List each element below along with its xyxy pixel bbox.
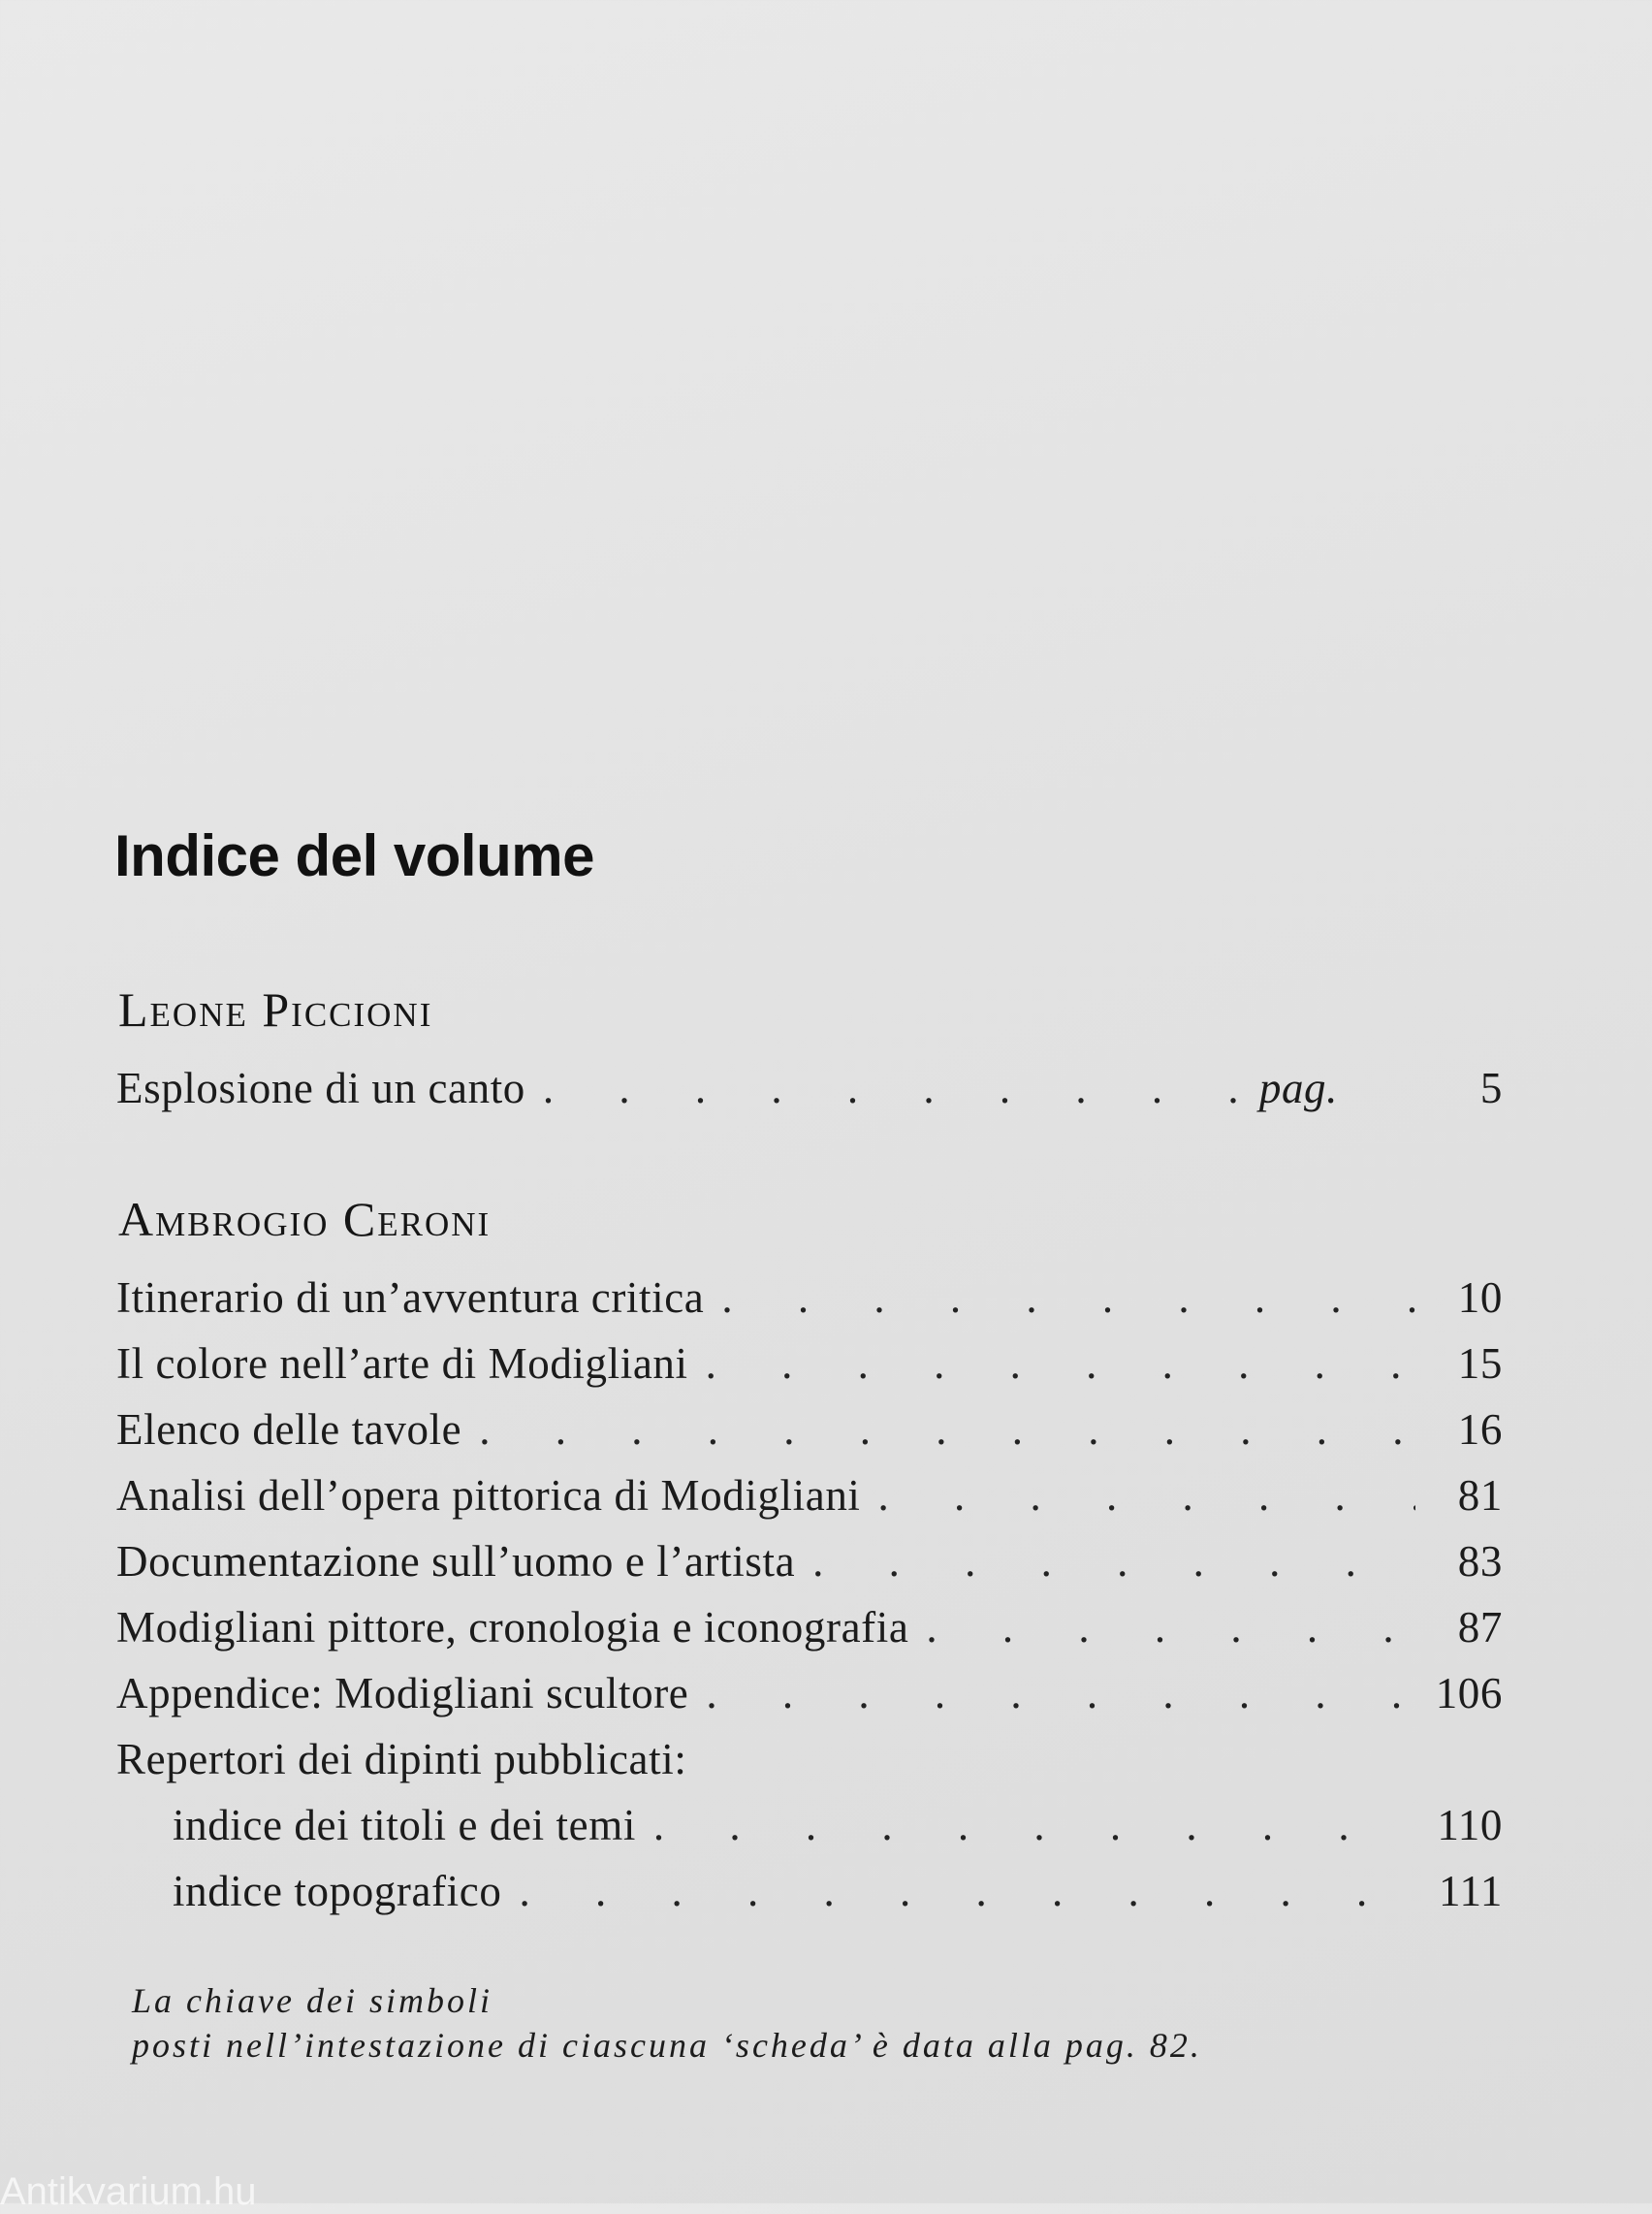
toc-entry-page: 10	[1457, 1273, 1503, 1322]
toc-entry-label: Modigliani pittore, cronologia e iconografia	[116, 1603, 909, 1652]
toc-subentry	[173, 1866, 1503, 1924]
toc-entry	[116, 1404, 1503, 1462]
toc-entry	[116, 1272, 1503, 1331]
toc-entry-label: indice topografico	[173, 1867, 502, 1915]
toc-entry-label: Appendice: Modigliani scultore	[116, 1669, 689, 1717]
dot-leader	[706, 1668, 1415, 1718]
toc-entry-page: 87	[1457, 1603, 1503, 1652]
toc-entry	[116, 1063, 1503, 1121]
toc-entry-group	[116, 1734, 1503, 1792]
toc-entry-label: Analisi dell’opera pittorica di Modigliani	[116, 1471, 861, 1520]
note-line: posti nell’intestazione di ciascuna ‘scheda’ è data alla pag. 82.	[132, 2026, 1202, 2065]
toc-entry	[116, 1668, 1503, 1726]
toc-subentry	[173, 1800, 1503, 1858]
toc-entry-page: 5	[1479, 1064, 1503, 1112]
toc-entry-page: 106	[1435, 1669, 1503, 1717]
symbols-note	[132, 1978, 1202, 2068]
dot-leader	[721, 1272, 1415, 1323]
dot-leader	[878, 1470, 1415, 1521]
dot-leader	[653, 1800, 1415, 1850]
toc-entry-page: 15	[1457, 1339, 1503, 1388]
dot-leader	[479, 1404, 1415, 1455]
toc-entry-label: Itinerario di un’avventura critica	[116, 1273, 705, 1322]
toc-entry-page: 111	[1439, 1867, 1503, 1915]
toc-entry-label: Il colore nell’arte di Modigliani	[116, 1339, 688, 1388]
dot-leader	[926, 1602, 1415, 1652]
toc-entry	[116, 1602, 1503, 1660]
toc-entry-page: 16	[1457, 1405, 1503, 1454]
toc-entry-label: Documentazione sull’uomo e l’artista	[116, 1537, 796, 1586]
toc-entry-label: Esplosione di un canto	[116, 1064, 525, 1112]
toc-entry-page: 110	[1437, 1801, 1503, 1849]
toc-entry-label: indice dei titoli e dei temi	[173, 1801, 636, 1849]
toc-entry	[116, 1470, 1503, 1528]
toc-entry	[116, 1536, 1503, 1594]
toc-entry-page: 81	[1457, 1471, 1503, 1520]
toc-entry	[116, 1338, 1503, 1396]
watermark: Antikvarium.hu	[0, 2170, 257, 2213]
page-title: Indice del volume	[114, 823, 594, 888]
dot-leader	[706, 1338, 1415, 1389]
author-heading: Leone Piccioni	[118, 982, 433, 1037]
page-abbreviation: pag.	[1258, 1064, 1338, 1112]
toc-entry-label: Repertori dei dipinti pubblicati:	[116, 1735, 687, 1783]
dot-leader	[519, 1866, 1415, 1916]
toc-entry-page: 83	[1457, 1537, 1503, 1586]
author-heading: Ambrogio Ceroni	[118, 1192, 492, 1246]
dot-leader	[812, 1536, 1415, 1587]
dot-leader	[543, 1063, 1250, 1113]
note-line: La chiave dei simboli	[132, 1981, 492, 2020]
toc-entry-label: Elenco delle tavole	[116, 1405, 462, 1454]
